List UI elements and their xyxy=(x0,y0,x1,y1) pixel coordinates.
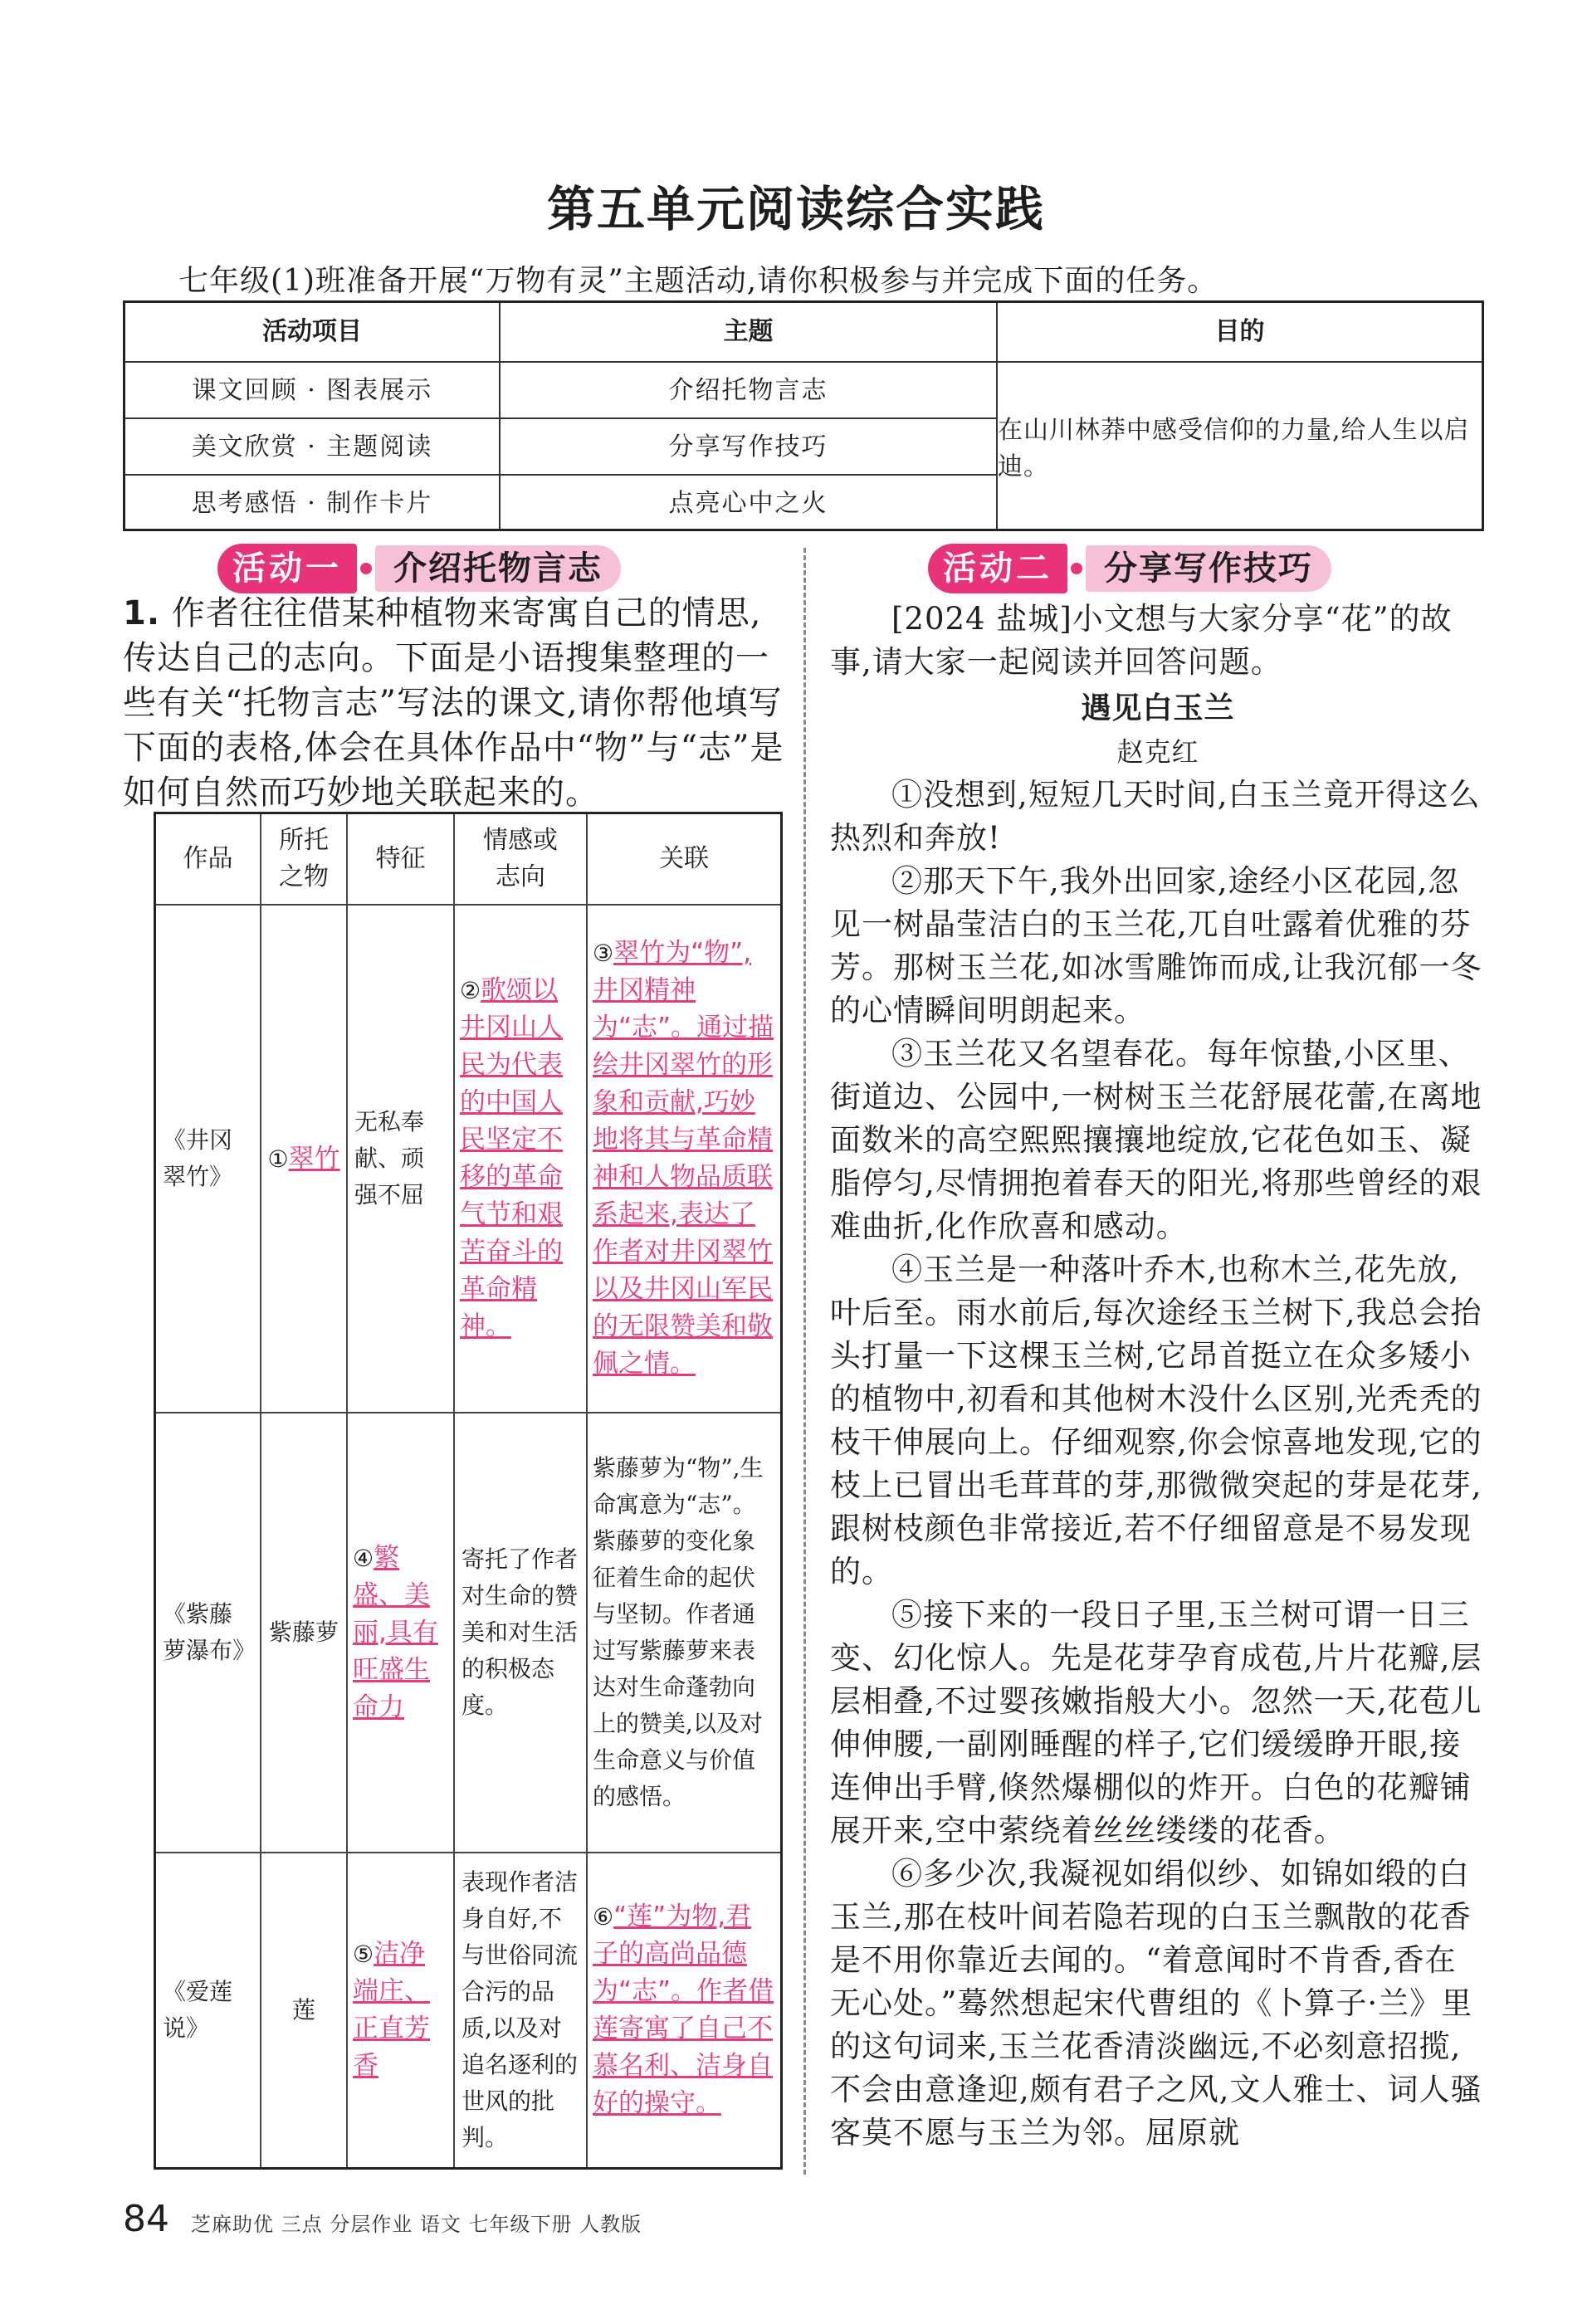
banner-dot xyxy=(360,563,372,574)
activity1-label: 活动一 xyxy=(217,544,357,593)
header-feature: 特征 xyxy=(375,844,426,873)
project-cell: 思考感悟 · 制作卡片 xyxy=(191,489,433,518)
question-number: 1. xyxy=(123,594,161,632)
activity-table xyxy=(123,300,1484,531)
activity1-banner xyxy=(217,543,621,594)
question-text: 作者往往借某种植物来寄寓自己的情思,传达自己的志向。下面是小语搜集整理的一些有关“托物言志”写法的课文,请你帮他填写下面的表格,体会在具体作品中“物”与“志”是如何自然而巧妙地关联起来的。 xyxy=(123,594,784,812)
theme-cell: 介绍托物言志 xyxy=(668,376,828,405)
theme-cell: 分享写作技巧 xyxy=(668,432,828,461)
work-cell: 《爱莲说》 xyxy=(163,1978,233,2042)
essay-paragraph: ④玉兰是一种落叶乔木,也称木兰,花先放,叶后至。雨水前后,每次途经玉兰树下,我总会抬头打量一下这棵玉兰树,它昂首挺立在众多矮小的植物中,初看和其他树木没什么区别,光秃秃的枝干伸展向上。仔细观察,你会惊喜地发现,它的枝上已冒出毛茸茸的芽,那微微突起的芽是花芽,跟树枝颜色非常接近,若不仔细留意是不易发现的。 xyxy=(830,1252,1482,1589)
essay-paragraph: ⑥多少次,我凝视如绢似纱、如锦如缎的白玉兰,那在枝叶间若隐若现的白玉兰飘散的花香是不用你靠近去闻的。“着意闻时不肯香,香在无心处。”蓦然想起宋代曹组的《卜算子·兰》里的这句词来,玉兰花香清淡幽远,不必刻意招揽,不会由意逢迎,颇有君子之风,文人雅士、词人骚客莫不愿与玉兰为邻。屈原就 xyxy=(830,1856,1482,2151)
activity2-banner xyxy=(928,543,1331,594)
feature-cell: 无私奉献、顽强不屈 xyxy=(354,1108,425,1208)
answer-text: 洁净端庄、正直芳香 xyxy=(353,1939,430,2081)
banner-dot xyxy=(1071,563,1082,574)
header-work: 作品 xyxy=(183,844,233,873)
work-cell: 《紫藤萝瀑布》 xyxy=(163,1600,256,1664)
header-link: 关联 xyxy=(659,844,709,873)
link-cell xyxy=(588,1853,780,2167)
question-1 xyxy=(123,591,787,815)
blank-number: ③ xyxy=(593,940,614,967)
essay-paragraph: ①没想到,短短几天时间,白玉兰竟开得这么热烈和奔放! xyxy=(830,777,1481,856)
header-project: 活动项目 xyxy=(262,317,362,346)
blank-number: ② xyxy=(460,977,481,1004)
blank-number: ⑤ xyxy=(353,1941,374,1968)
works-table xyxy=(154,812,783,2170)
column-divider xyxy=(803,548,806,2175)
object-cell: 莲 xyxy=(291,1996,315,2024)
answer-text: “莲”为物,君子的高尚品德为“志”。作者借莲寄寓了自己不慕名利、洁身自好的操守。 xyxy=(593,1902,774,2118)
header-purpose: 目的 xyxy=(1214,317,1265,346)
project-cell: 课文回顾 · 图表展示 xyxy=(191,376,433,405)
object-cell: 紫藤萝 xyxy=(268,1618,339,1646)
theme-cell: 点亮心中之火 xyxy=(668,489,828,518)
essay-paragraph: ②那天下午,我外出回家,途经小区花园,忽见一树晶莹洁白的玉兰花,兀自吐露着优雅的芬芳。那树玉兰花,如冰雪雕饰而成,让我沉郁一冬的心情瞬间明朗起来。 xyxy=(830,863,1482,1028)
object-cell xyxy=(261,906,346,1412)
intro-text: 七年级(1)班准备开展“万物有灵”主题活动,请你积极参与并完成下面的任务。 xyxy=(178,264,1218,298)
answer-text: 翠竹 xyxy=(288,1143,340,1174)
book-info: 芝麻助优 三点 分层作业 语文 七年级下册 人教版 xyxy=(191,2213,642,2236)
page-title: 第五单元阅读综合实践 xyxy=(546,181,1045,237)
header-emotion: 情感或志向 xyxy=(483,826,558,891)
answer-text: 繁盛、美丽,具有旺盛生命力 xyxy=(353,1542,438,1722)
link-cell: 紫藤萝为“物”,生命寓意为“志”。紫藤萝的变化象征着生命的起伏与坚韧。作者通过写紫藤萝来表达对生命蓬勃向上的赞美,以及对生命意义与价值的感悟。 xyxy=(593,1454,764,1810)
header-object: 所托之物 xyxy=(279,826,329,891)
blank-number: ⑥ xyxy=(593,1903,614,1931)
emotion-cell: 寄托了作者对生命的赞美和对生活的积极态度。 xyxy=(461,1545,579,1719)
activity2-label: 活动二 xyxy=(928,544,1067,593)
project-cell: 美文欣赏 · 主题阅读 xyxy=(191,432,433,461)
feature-cell xyxy=(348,1413,453,1852)
reading-section xyxy=(830,598,1486,2155)
emotion-cell: 表现作者洁身自好,不与世俗同流合污的品质,以及对追名逐利的世风的批判。 xyxy=(461,1868,579,2151)
feature-cell xyxy=(348,1853,453,2167)
essay-title: 遇见白玉兰 xyxy=(1081,691,1235,725)
page-footer xyxy=(123,2198,642,2240)
work-cell: 《井冈翠竹》 xyxy=(163,1126,233,1190)
activity1-title: 介绍托物言志 xyxy=(375,545,621,592)
essay-paragraph: ③玉兰花又名望春花。每年惊蛰,小区里、街道边、公园中,一树树玉兰花舒展花蕾,在离地面数米的高空熙熙攘攘地绽放,它花色如玉、凝脂停匀,尽情拥抱着春天的阳光,将那些曾经的艰难曲折,化作欣喜和感动。 xyxy=(830,1036,1482,1244)
purpose-cell: 在山川林莽中感受信仰的力量,给人生以启迪。 xyxy=(998,416,1470,481)
essay-author: 赵克红 xyxy=(1116,736,1199,768)
link-cell xyxy=(588,906,780,1412)
emotion-cell xyxy=(455,906,586,1412)
activity2-title: 分享写作技巧 xyxy=(1086,545,1331,592)
answer-text: 歌颂以井冈山人民为代表的中国人民坚定不移的革命气节和艰苦奋斗的革命精神。 xyxy=(460,975,563,1341)
header-theme: 主题 xyxy=(723,317,774,346)
blank-number: ④ xyxy=(353,1544,374,1572)
reading-intro: [2024 盐城]小文想与大家分享“花”的故事,请大家一起阅读并回答问题。 xyxy=(830,601,1453,680)
answer-text: 翠竹为“物”,井冈精神为“志”。通过描绘井冈翠竹的形象和贡献,巧妙地将其与革命精神和人物品质联系起来,表达了作者对井冈翠竹以及井冈山军民的无限赞美和敬佩之情。 xyxy=(593,938,774,1379)
essay-paragraph: ⑤接下来的一段日子里,玉兰树可谓一日三变、幻化惊人。先是花芽孕育成苞,片片花瓣,层层相叠,不过婴孩嫩指般大小。忽然一天,花苞儿伸伸腰,一副刚睡醒的样子,它们缓缓睁开眼,接连伸出手臂,倏然爆棚似的炸开。白色的花瓣铺展开来,空中萦绕着丝丝缕缕的花香。 xyxy=(830,1597,1482,1848)
blank-number: ① xyxy=(267,1145,289,1173)
page-number: 84 xyxy=(123,2198,169,2240)
